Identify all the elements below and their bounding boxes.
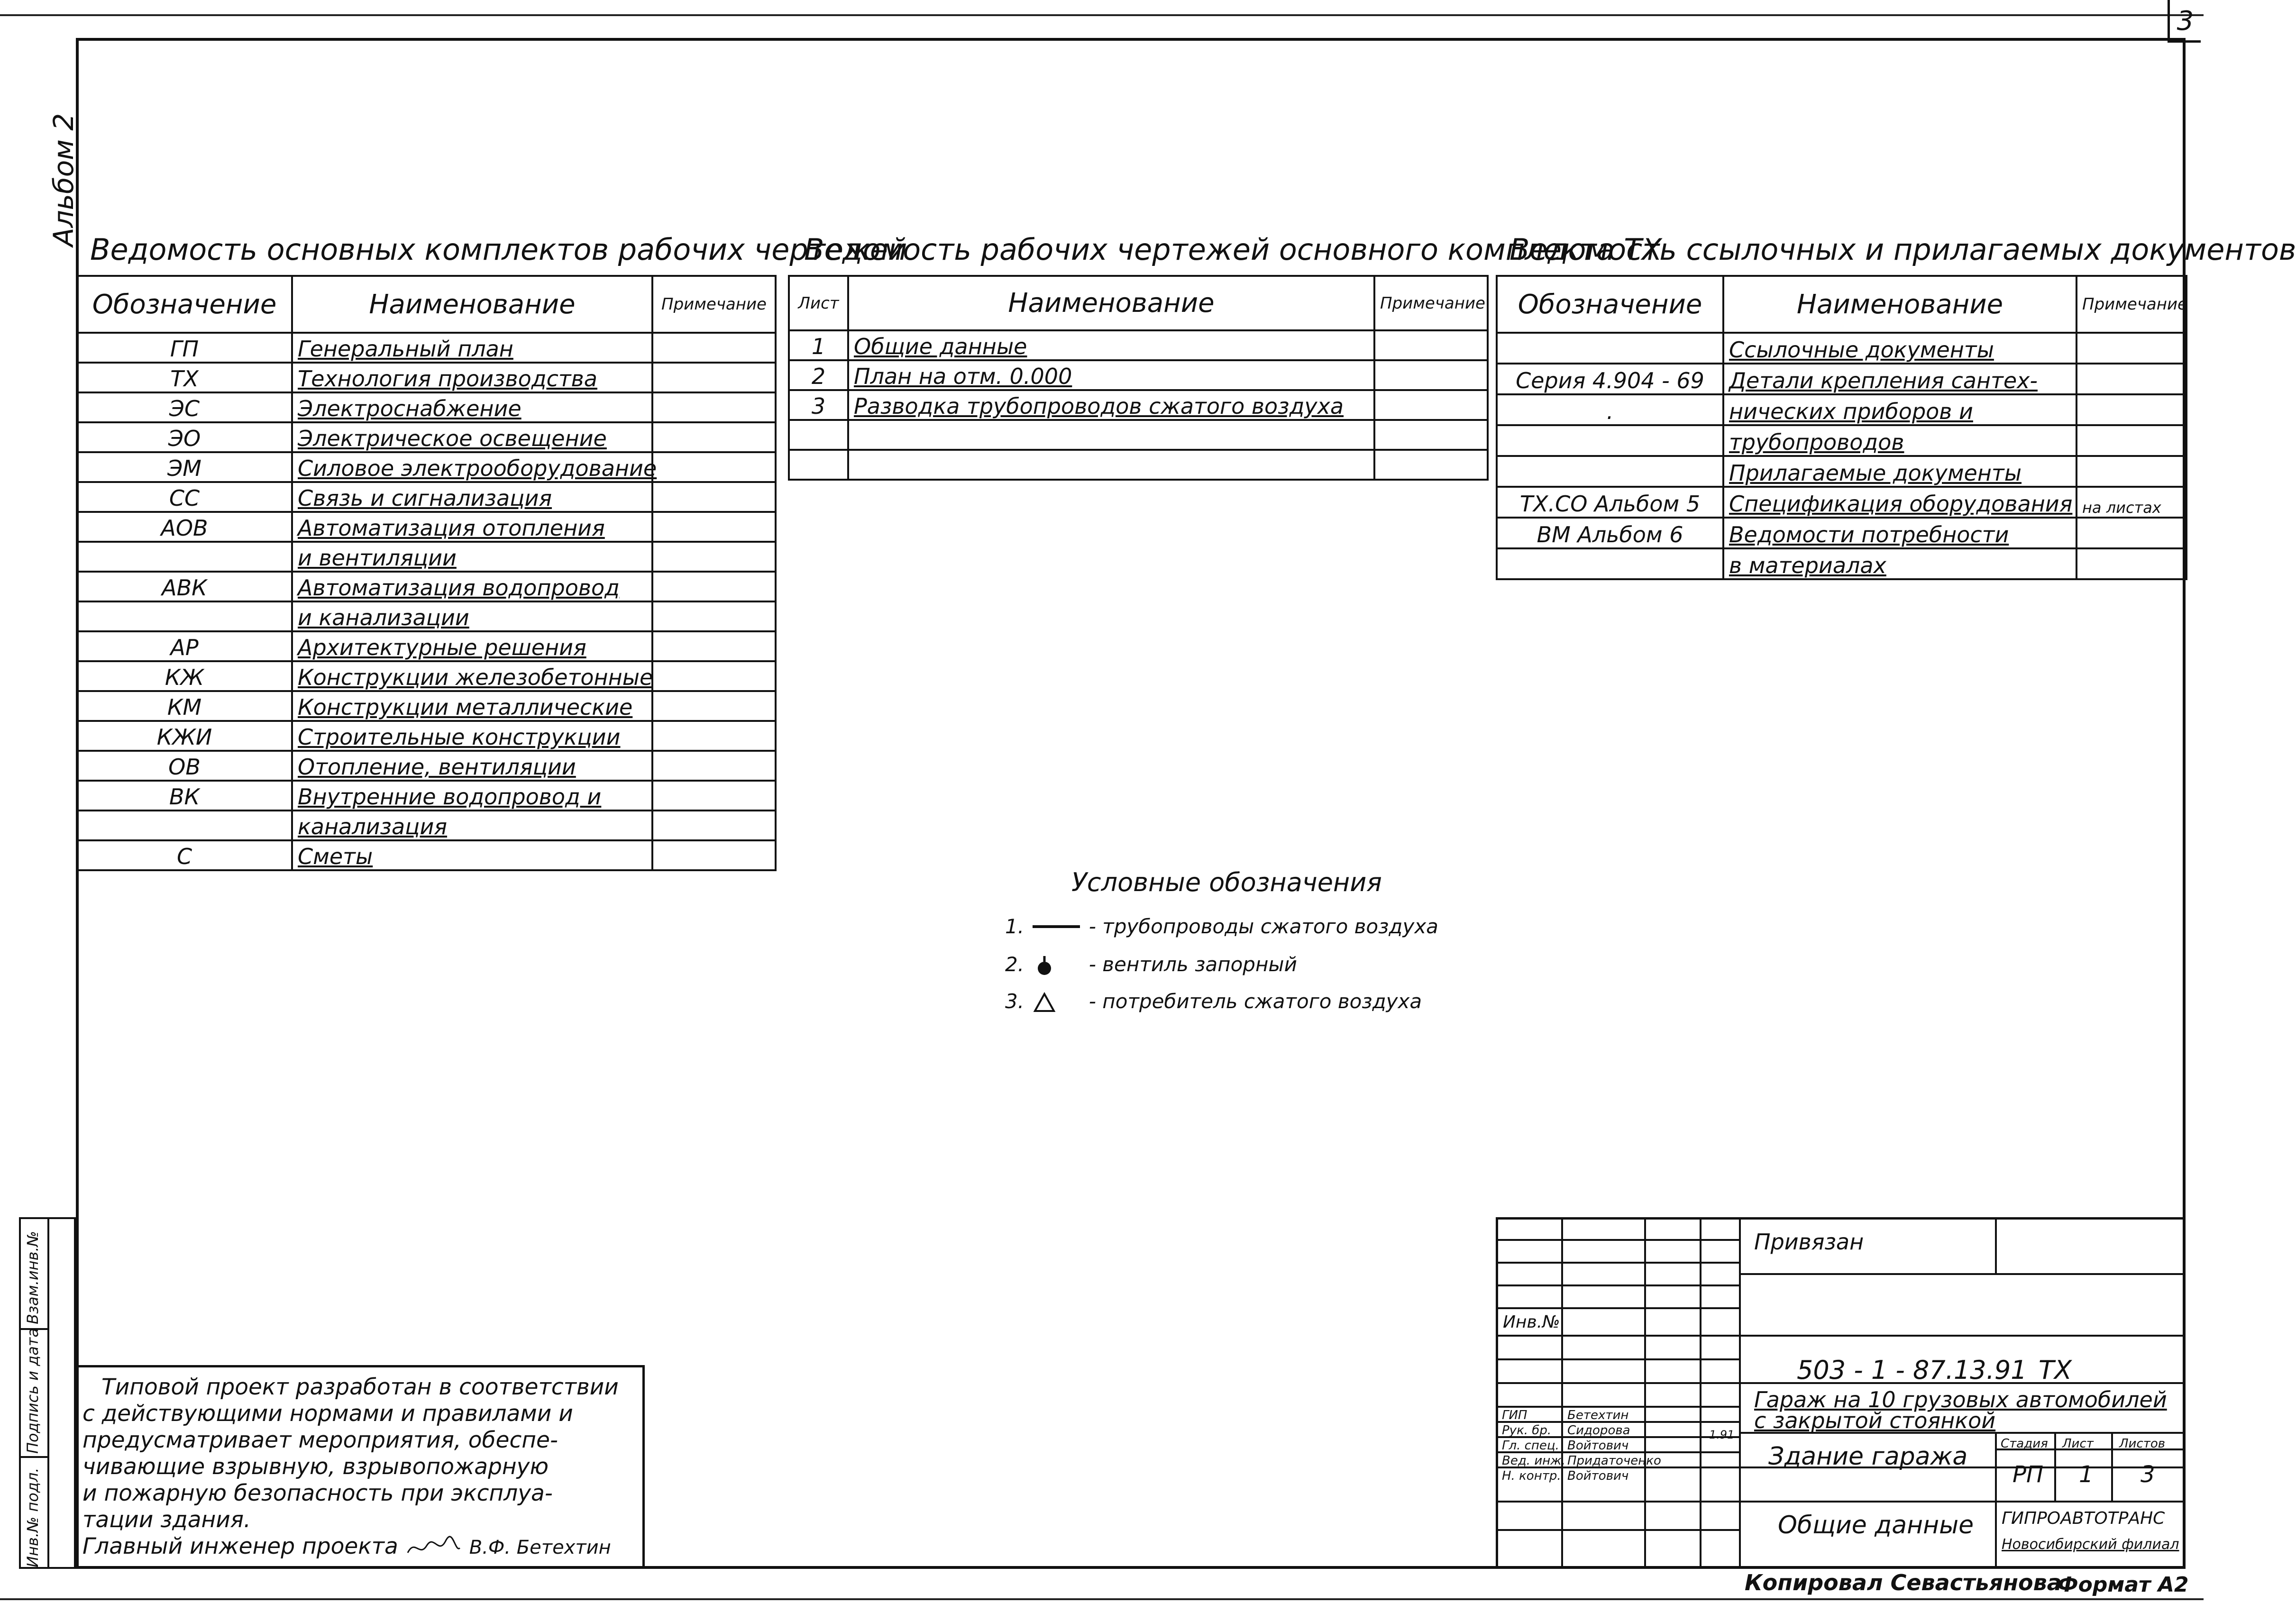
cell-name: План на отм. 0.000 — [848, 360, 1374, 390]
cell-name: Внутренние водопровод и — [292, 781, 652, 811]
cell-designation — [1497, 548, 1723, 579]
cell-note — [652, 691, 776, 721]
col-header-designation: Обозначение — [1497, 276, 1723, 333]
cell-designation: ГП — [77, 333, 292, 363]
note-block — [76, 1365, 645, 1569]
sheet3-table — [1496, 275, 2187, 580]
side-stamp-divider — [47, 1219, 49, 1567]
cell-note — [652, 512, 776, 542]
cell-designation: ТХ.СО Альбом 5 — [1497, 487, 1723, 518]
col-header-name: Наименование — [292, 276, 652, 333]
cell-note — [652, 333, 776, 363]
cell-note — [2076, 394, 2186, 425]
table-row — [77, 422, 776, 452]
table-row — [1497, 394, 2186, 425]
table-row — [77, 512, 776, 542]
cell-designation: КЖИ — [77, 721, 292, 751]
valve-icon — [1030, 954, 1082, 978]
stage-label: Стадия — [2001, 1437, 2048, 1451]
cell-name: Электрическое освещение — [292, 422, 652, 452]
cell-name: Генеральный план — [292, 333, 652, 363]
table-row — [77, 811, 776, 840]
table-row — [77, 721, 776, 751]
sheet1-title: Ведомость основных комплектов рабочих чертежей — [90, 232, 907, 267]
cell-designation: АР — [77, 631, 292, 661]
sheet3-title: Ведомость ссылочных и прилагаемых документов — [1509, 232, 2296, 267]
cell-name: нических приборов и — [1723, 394, 2076, 425]
cell-designation — [1497, 425, 1723, 456]
table-row — [789, 360, 1488, 390]
cell-name: Строительные конструкции — [292, 721, 652, 751]
bottom-border-line — [0, 1598, 2204, 1600]
signer-role: Н. контр. — [1502, 1469, 1561, 1483]
inv-no-label: Инв.№ — [1503, 1312, 1560, 1332]
title-block — [1496, 1217, 2186, 1569]
table-row — [77, 542, 776, 572]
cell-note — [652, 751, 776, 781]
cell-name: трубопроводов — [1723, 425, 2076, 456]
cell-designation: КЖ — [77, 661, 292, 691]
cell-note — [652, 452, 776, 482]
table-row — [789, 420, 1488, 450]
cell-designation — [77, 601, 292, 631]
legend-text: - трубопроводы сжатого воздуха — [1089, 915, 1438, 938]
cell-note — [2076, 425, 2186, 456]
sheet-value: 1 — [2079, 1461, 2094, 1488]
triangle-icon — [1030, 991, 1082, 1015]
table-row — [1497, 548, 2186, 579]
table-row — [77, 482, 776, 512]
table-row — [789, 390, 1488, 420]
cell-note — [2076, 548, 2186, 579]
cell-designation: КМ — [77, 691, 292, 721]
cell-designation: ВМ Альбом 6 — [1497, 518, 1723, 548]
cell-name: Архитектурные решения — [292, 631, 652, 661]
cell-note — [1374, 420, 1488, 450]
legend-item-pipeline — [1005, 915, 1438, 938]
cell-name: Электроснабжение — [292, 392, 652, 422]
table-row — [1497, 487, 2186, 518]
cell-note — [652, 422, 776, 452]
cell-name: Конструкции железобетонные — [292, 661, 652, 691]
signature-scribble — [405, 1536, 462, 1560]
building-name: Здание гаража — [1768, 1442, 1968, 1471]
project-title: Гараж на 10 грузовых автомобилей с закрытой стоянкой — [1754, 1387, 2167, 1433]
legend-title: Условные обозначения — [1071, 867, 1382, 897]
cell-designation: ЭМ — [77, 452, 292, 482]
cell-name: Автоматизация отопления — [292, 512, 652, 542]
signer-name: Войтович — [1567, 1469, 1629, 1483]
sheet-label: Лист — [2062, 1437, 2094, 1451]
cell-name: Сметы — [292, 840, 652, 870]
cell-note — [2076, 333, 2186, 364]
cell-name: Прилагаемые документы — [1723, 456, 2076, 487]
sheets-label: Листов — [2119, 1437, 2166, 1451]
cell-designation — [77, 811, 292, 840]
cell-sheet: 3 — [789, 390, 848, 420]
cell-name: Детали крепления сантех- — [1723, 364, 2076, 394]
col-header-name: Наименование — [1723, 276, 2076, 333]
table-row — [789, 450, 1488, 480]
signature-row — [82, 1533, 642, 1561]
note-line: предусматривает мероприятия, обеспе- — [82, 1427, 558, 1453]
cell-designation — [1497, 333, 1723, 364]
cell-name: Общие данные — [848, 330, 1374, 360]
table-row — [77, 691, 776, 721]
table-row — [77, 452, 776, 482]
cell-note: на листах — [2076, 487, 2186, 518]
cell-note — [652, 661, 776, 691]
note-line: с действующими нормами и правилами и — [82, 1401, 573, 1427]
cell-sheet — [789, 420, 848, 450]
cell-note — [1374, 450, 1488, 480]
signer-role: Вед. инж. — [1502, 1454, 1565, 1468]
cell-note — [652, 572, 776, 601]
table-row — [77, 661, 776, 691]
sheet2-title: Ведомость рабочих чертежей основного комплекта ТХ — [804, 232, 1662, 267]
cell-note — [1374, 360, 1488, 390]
sheet-name: Общие данные — [1778, 1511, 1974, 1539]
cell-name — [848, 420, 1374, 450]
cell-note — [2076, 364, 2186, 394]
table-row — [77, 392, 776, 422]
cell-name: Технология производства — [292, 363, 652, 392]
cell-name: Ссылочные документы — [1723, 333, 2076, 364]
cell-designation: ЭС — [77, 392, 292, 422]
cell-note — [652, 781, 776, 811]
cell-name: Спецификация оборудования — [1723, 487, 2076, 518]
pipeline-line-icon — [1030, 921, 1082, 935]
side-stamp-divider — [21, 1456, 49, 1458]
cell-designation — [1497, 456, 1723, 487]
legend — [996, 867, 1517, 1024]
legend-num: 3. — [1005, 990, 1025, 1013]
cell-note — [652, 811, 776, 840]
signer-name: Сидорова — [1567, 1423, 1630, 1438]
cell-note — [652, 721, 776, 751]
legend-text: - вентиль запорный — [1089, 953, 1297, 976]
cell-name: Силовое электрооборудование — [292, 452, 652, 482]
table-row — [77, 601, 776, 631]
cell-note — [1374, 390, 1488, 420]
table-row — [77, 363, 776, 392]
note-line: Типовой проект разработан в соответствии — [101, 1374, 619, 1400]
table-row — [789, 330, 1488, 360]
cell-note — [652, 840, 776, 870]
note-line: чивающие взрывную, взрывопожарную — [82, 1454, 549, 1480]
cell-designation — [77, 542, 292, 572]
col-header-note: Примечание — [1374, 276, 1488, 330]
cell-sheet: 1 — [789, 330, 848, 360]
format-label: Формат А2 — [2058, 1573, 2189, 1597]
legend-item-valve — [1005, 953, 1297, 978]
cell-name: и вентиляции — [292, 542, 652, 572]
sheet2-table — [788, 275, 1489, 481]
cell-note — [2076, 518, 2186, 548]
document-mark: ТХ — [2039, 1355, 2072, 1385]
signer-name: Войтович — [1567, 1439, 1629, 1453]
top-border-line — [0, 14, 2204, 16]
document-code: 503 - 1 - 87.13.91 — [1797, 1355, 2027, 1385]
table-row — [1497, 425, 2186, 456]
cell-sheet — [789, 450, 848, 480]
stage-value: РП — [2012, 1461, 2044, 1488]
cell-designation: С — [77, 840, 292, 870]
cell-name: Автоматизация водопровод — [292, 572, 652, 601]
copied-by: Копировал Севастьянова — [1745, 1570, 2062, 1595]
cell-name: в материалах — [1723, 548, 2076, 579]
col-header-sheet: Лист — [789, 276, 848, 330]
side-stamp — [19, 1217, 76, 1569]
col-header-note: Примечание — [2076, 276, 2186, 333]
note-lines — [76, 1367, 642, 1561]
table-row — [77, 840, 776, 870]
cell-designation: АВК — [77, 572, 292, 601]
cell-note — [652, 542, 776, 572]
table-row — [77, 333, 776, 363]
sheet1-table — [76, 275, 777, 871]
cell-designation: ЭО — [77, 422, 292, 452]
album-label: Альбом 2 — [47, 113, 80, 246]
org-branch: Новосибирский филиал — [2002, 1536, 2179, 1553]
cell-sheet: 2 — [789, 360, 848, 390]
note-line: и пожарную безопасность при эксплуа- — [82, 1480, 553, 1506]
privyazan-label: Привязан — [1754, 1229, 1864, 1255]
cell-note — [652, 363, 776, 392]
legend-num: 2. — [1005, 953, 1025, 976]
org-name: ГИПРОАВТОТРАНС — [2002, 1509, 2165, 1528]
table-row — [1497, 364, 2186, 394]
cell-name: и канализации — [292, 601, 652, 631]
cell-designation: СС — [77, 482, 292, 512]
signature-name: В.Ф. Бетехтин — [469, 1537, 611, 1558]
signer-role: ГИП — [1502, 1408, 1528, 1422]
table-row — [1497, 333, 2186, 364]
legend-text: - потребитель сжатого воздуха — [1089, 990, 1422, 1013]
cell-designation: . — [1497, 394, 1723, 425]
side-stamp-inv: Инв.№ подл. — [24, 1467, 42, 1567]
col-header-designation: Обозначение — [77, 276, 292, 333]
sheets-value: 3 — [2140, 1461, 2155, 1488]
legend-item-consumer — [1005, 990, 1422, 1015]
cell-name: Разводка трубопроводов сжатого воздуха — [848, 390, 1374, 420]
cell-designation: ТХ — [77, 363, 292, 392]
cell-designation: ОВ — [77, 751, 292, 781]
side-stamp-replace: Взам.инв.№ — [24, 1231, 42, 1324]
cell-note — [1374, 330, 1488, 360]
cell-name: Связь и сигнализация — [292, 482, 652, 512]
page-number-box — [2168, 0, 2201, 43]
cell-name — [848, 450, 1374, 480]
table-row — [1497, 456, 2186, 487]
cell-note — [2076, 456, 2186, 487]
col-header-note: Примечание — [652, 276, 776, 333]
legend-num: 1. — [1005, 915, 1025, 938]
note-line: тации здания. — [82, 1507, 251, 1533]
table-row — [77, 572, 776, 601]
signer-name: Бетехтин — [1567, 1408, 1629, 1422]
cell-note — [652, 482, 776, 512]
table-row — [1497, 518, 2186, 548]
cell-name: Конструкции металлические — [292, 691, 652, 721]
cell-designation: АОВ — [77, 512, 292, 542]
cell-name: Отопление, вентиляции — [292, 751, 652, 781]
table-row — [77, 781, 776, 811]
cell-designation: Серия 4.904 - 69 — [1497, 364, 1723, 394]
table-row — [77, 631, 776, 661]
table-row — [77, 751, 776, 781]
cell-name: Ведомости потребности — [1723, 518, 2076, 548]
cell-name: канализация — [292, 811, 652, 840]
signer-role: Гл. спец. — [1502, 1439, 1559, 1453]
side-stamp-sign: Подпись и дата — [24, 1328, 42, 1454]
cell-note — [652, 631, 776, 661]
page-number: 3 — [2177, 6, 2194, 36]
cell-note — [652, 392, 776, 422]
signature-label: Главный инженер проекта — [82, 1533, 398, 1559]
cell-designation: ВК — [77, 781, 292, 811]
signer-role: Рук. бр. — [1502, 1423, 1552, 1438]
col-header-name: Наименование — [848, 276, 1374, 330]
signer-name: Придаточенко — [1567, 1454, 1661, 1468]
signature-date: 1.91 — [1709, 1428, 1735, 1441]
cell-note — [652, 601, 776, 631]
